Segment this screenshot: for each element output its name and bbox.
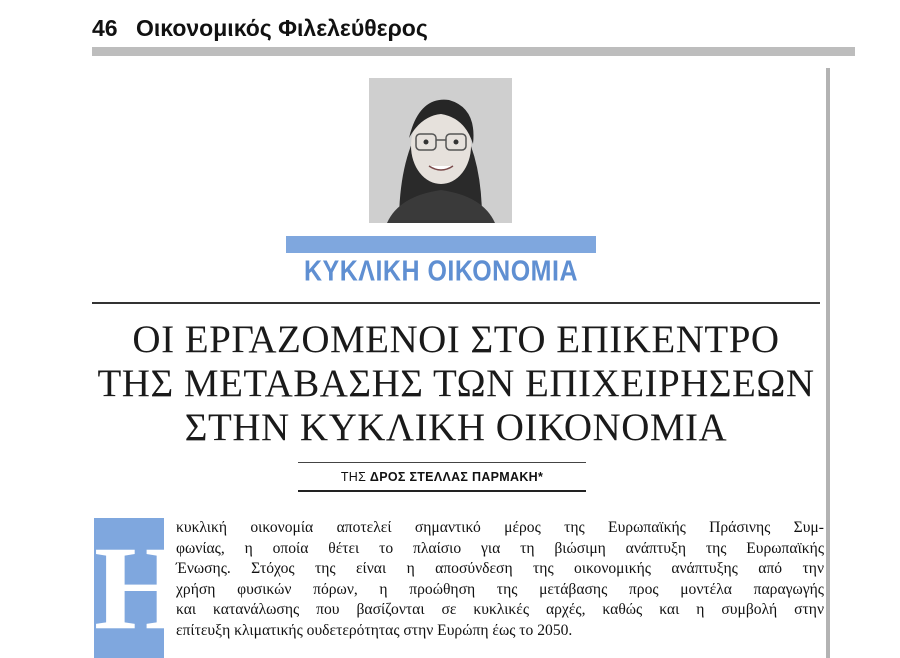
body-line: κυκλική οικονομία αποτελεί σημαντικό μέρος της Ευρωπαϊκής Πράσινης Συμ-: [176, 519, 824, 536]
byline-prefix: ΤΗΣ: [340, 470, 367, 484]
page-number: 46: [92, 15, 118, 41]
section-title: ΚΥΚΛΙΚΗ ΟΙΚΟΝΟΜΙΑ: [303, 255, 579, 288]
drop-cap: Η: [94, 518, 164, 658]
body-line: και κατανάλωσης που βασίζονται σε κυκλικές αρχές, καθώς και η συμβολή στην: [176, 601, 824, 619]
headline: [80, 318, 832, 450]
author-photo: [369, 78, 512, 223]
byline-rule-top: [298, 462, 586, 463]
headline-line: ΟΙ ΕΡΓΑΖΟΜΕΝΟΙ ΣΤΟ ΕΠΙΚΕΝΤΡΟ: [132, 318, 780, 361]
headline-line: ΣΤΗΝ ΚΥΚΛΙΚΗ ΟΙΚΟΝΟΜΙΑ: [184, 406, 728, 449]
body-line: Ένωσης. Στόχος της είναι η αποσύνδεση της οικονομικής ανάπτυξης από την: [176, 560, 824, 578]
headline-line: ΤΗΣ ΜΕΤΑΒΑΣΗΣ ΤΩΝ ΕΠΙΧΕΙΡΗΣΕΩΝ: [97, 362, 815, 405]
headline-rule: [92, 302, 820, 304]
section-bar: [286, 236, 596, 253]
publication-title: Οικονομικός Φιλελεύθερος: [136, 15, 428, 41]
body-line: χρήση φυσικών πόρων, η προώθηση της μετάβασης προς μοντέλα παραγωγής: [176, 580, 824, 598]
byline-rule-bottom: [298, 490, 586, 492]
article-body: [176, 518, 824, 642]
author-portrait-icon: [369, 78, 512, 223]
byline: [298, 470, 586, 484]
header-rule: [92, 47, 855, 56]
byline-author: ΔΡΟΣ ΣΤΕΛΛΑΣ ΠΑΡΜΑΚΗ*: [369, 470, 544, 484]
body-line: φωνίας, η οποία θέτει το πλαίσιο για τη βιώσιμη ανάπτυξη της Ευρωπαϊκής: [176, 539, 824, 557]
body-line: επίτευξη κλιματικής ουδετερότητας στην Ευρώπη έως το 2050.: [176, 621, 573, 639]
